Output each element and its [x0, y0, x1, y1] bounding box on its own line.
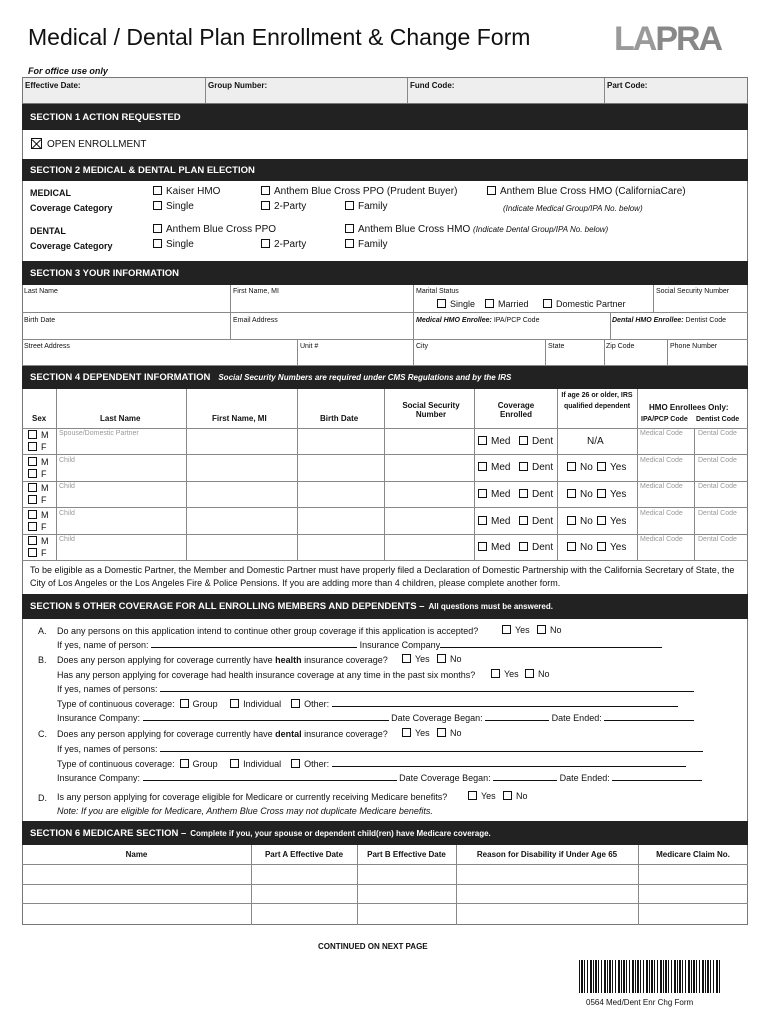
- q-a-label: A.: [38, 626, 47, 636]
- med-code-field[interactable]: Medical Code: [640, 457, 683, 464]
- ssn-field[interactable]: Social Security Number: [656, 288, 730, 295]
- q-c-no[interactable]: No: [437, 728, 462, 738]
- col-coverage: Coverage Enrolled: [497, 401, 535, 419]
- dental-label: DENTAL: [30, 226, 66, 236]
- q-b-insurance-row[interactable]: Insurance Company: Date Coverage Began: Date Ended:: [57, 713, 694, 723]
- first-name-field[interactable]: First Name, MI: [233, 288, 279, 295]
- cov-med-option[interactable]: Med: [478, 516, 510, 527]
- row-type-label: Child: [59, 536, 75, 543]
- cov-dent-option[interactable]: Dent: [519, 462, 553, 473]
- cov-med-option[interactable]: Med: [478, 542, 510, 553]
- medical-family-option[interactable]: Family: [345, 201, 387, 212]
- effective-date-field[interactable]: Effective Date:: [25, 81, 81, 90]
- street-address-field[interactable]: Street Address: [24, 343, 70, 350]
- cov-dent-option[interactable]: Dent: [519, 516, 553, 527]
- kaiser-option[interactable]: Kaiser HMO: [153, 186, 220, 197]
- q-c-indiv-cb[interactable]: [230, 759, 239, 768]
- q-d-note: Note: If you are eligible for Medicare, Anthem Blue Cross may not duplicate Medicare benefits.: [57, 806, 433, 816]
- cov-med-option[interactable]: Med: [478, 462, 510, 473]
- section3-header: SECTION 3 YOUR INFORMATION: [22, 261, 748, 285]
- q-b-no[interactable]: No: [437, 654, 462, 664]
- row-type-label: Spouse/Domestic Partner: [59, 430, 139, 437]
- q-d-yes[interactable]: Yes: [468, 791, 496, 801]
- phone-field[interactable]: Phone Number: [670, 343, 718, 350]
- col-medicare-name: Name: [125, 850, 148, 859]
- part-code-field[interactable]: Part Code:: [607, 81, 648, 90]
- q-c-insurance-row[interactable]: Insurance Company: Date Coverage Began: Date Ended:: [57, 773, 702, 783]
- med-code-field[interactable]: Medical Code: [640, 536, 683, 543]
- medical-coverage-label: Coverage Category: [30, 203, 113, 213]
- sex-f-option[interactable]: F: [28, 548, 47, 558]
- q-b2-text: Has any person applying for coverage had health insurance coverage at any time in the past six months?: [57, 670, 476, 680]
- last-name-field[interactable]: Last Name: [24, 288, 58, 295]
- col-reason: Reason for Disability if Under Age 65: [476, 850, 618, 859]
- medical-label: MEDICAL: [30, 188, 71, 198]
- sex-m-option[interactable]: M: [28, 483, 49, 493]
- zip-field[interactable]: Zip Code: [606, 343, 635, 350]
- section6-header: SECTION 6 MEDICARE SECTION – Complete if you, your spouse or dependent child(ren) have Medicare coverage.: [22, 821, 748, 845]
- sex-m-option[interactable]: M: [28, 457, 49, 467]
- fund-code-field[interactable]: Fund Code:: [410, 81, 455, 90]
- q-d-no[interactable]: No: [503, 791, 528, 801]
- cov-med-option[interactable]: Med: [478, 489, 510, 500]
- q-b-names-field[interactable]: If yes, names of persons:: [57, 684, 694, 694]
- dental-hmo-dentist-field[interactable]: Dental HMO Enrollee: Dentist Code: [612, 317, 726, 324]
- group-number-field[interactable]: Group Number:: [208, 81, 268, 90]
- email-field[interactable]: Email Address: [233, 317, 278, 324]
- medical-single-option[interactable]: Single: [153, 201, 194, 212]
- dental-coverage-label: Coverage Category: [30, 241, 113, 251]
- cov-dent-option[interactable]: Dent: [519, 489, 553, 500]
- col-claim: Medicare Claim No.: [656, 850, 730, 859]
- q-d-text: Is any person applying for coverage eligible for Medicare or currently receiving Medicare benefits?: [57, 792, 448, 802]
- state-field[interactable]: State: [548, 343, 565, 350]
- q-c-names-field[interactable]: If yes, names of persons:: [57, 744, 703, 754]
- q-a-person-field[interactable]: If yes, name of person: Insurance Company: [57, 640, 662, 650]
- age26-no-option[interactable]: No: [567, 542, 593, 553]
- dent-code-field[interactable]: Dental Code: [698, 510, 737, 517]
- office-use-label: For office use only: [28, 66, 108, 76]
- barcode-icon: [579, 960, 721, 993]
- checked-box-icon[interactable]: [31, 138, 42, 149]
- cov-med-option[interactable]: Med: [478, 436, 510, 447]
- row-type-label: Child: [59, 510, 75, 517]
- unit-field[interactable]: Unit #: [300, 343, 319, 350]
- med-code-field[interactable]: Medical Code: [640, 430, 683, 437]
- marital-dp-option[interactable]: Domestic Partner: [543, 299, 626, 309]
- domestic-partner-note: To be eligible as a Domestic Partner, the Member and Domestic Partner must have properly filed a Declaration of Domestic Partnership with the California Secretary of State, the City of Los Angeles or the Los Angeles Fire & Police Pensions. If you are adding more than 4 children, please complete another form.: [30, 565, 735, 588]
- sex-m-option[interactable]: M: [28, 430, 49, 440]
- age26-yes-option[interactable]: Yes: [597, 462, 626, 473]
- california-care-option[interactable]: Anthem Blue Cross HMO (CaliforniaCare): [487, 186, 686, 197]
- form-number: 0564 Med/Dent Enr Chg Form: [586, 998, 694, 1007]
- q-a-no[interactable]: No: [537, 625, 562, 635]
- q-c-text: Does any person applying for coverage currently have dental insurance coverage?: [57, 729, 388, 739]
- age26-no-option[interactable]: No: [567, 516, 593, 527]
- sex-f-option[interactable]: F: [28, 469, 47, 479]
- marital-married-option[interactable]: Married: [485, 299, 529, 309]
- col-ssn: Social Security Number: [402, 401, 460, 419]
- sex-f-option[interactable]: F: [28, 442, 47, 452]
- marital-single-option[interactable]: Single: [437, 299, 475, 309]
- continued-note: CONTINUED ON NEXT PAGE: [318, 942, 428, 951]
- q-a-text: Do any persons on this application intend to continue other group coverage if this application is accepted?: [57, 626, 479, 636]
- q-c-label: C.: [38, 729, 47, 739]
- q-b2-yes[interactable]: Yes: [491, 669, 519, 679]
- q-b-indiv-cb[interactable]: [230, 699, 239, 708]
- open-enrollment-option[interactable]: OPEN ENROLLMENT: [31, 138, 146, 150]
- abc-ppo-option[interactable]: Anthem Blue Cross PPO: [153, 224, 276, 235]
- sex-m-option[interactable]: M: [28, 510, 49, 520]
- sex-f-option[interactable]: F: [28, 522, 47, 532]
- q-b-group-cb[interactable]: [180, 699, 189, 708]
- medical-note: (Indicate Medical Group/IPA No. below): [503, 204, 643, 213]
- q-c-yes[interactable]: Yes: [402, 728, 430, 738]
- q-b-text: Does any person applying for coverage currently have health insurance coverage?: [57, 655, 388, 665]
- q-c-type-row: Type of continuous coverage: Group Individual Other:: [57, 759, 686, 769]
- q-c-other-cb[interactable]: [291, 759, 300, 768]
- office-use-row: [22, 77, 748, 104]
- med-code-field[interactable]: Medical Code: [640, 483, 683, 490]
- marital-status-label: Marital Status: [416, 288, 459, 295]
- cov-dent-option[interactable]: Dent: [519, 436, 553, 447]
- sex-f-option[interactable]: F: [28, 495, 47, 505]
- abc-hmo-option[interactable]: Anthem Blue Cross HMO (Indicate Dental Group/IPA No. below): [345, 224, 608, 235]
- col-dentist: Dentist Code: [696, 416, 740, 423]
- age26-yes-option[interactable]: Yes: [597, 542, 626, 553]
- prudent-buyer-option[interactable]: Anthem Blue Cross PPO (Prudent Buyer): [261, 186, 457, 197]
- dental-single-option[interactable]: Single: [153, 239, 194, 250]
- sex-m-option[interactable]: M: [28, 536, 49, 546]
- age26-na: N/A: [587, 436, 604, 447]
- medical-hmo-ipa-field[interactable]: Medical HMO Enrollee: IPA/PCP Code: [416, 317, 540, 324]
- q-d-label: D.: [38, 793, 47, 803]
- dent-code-field[interactable]: Dental Code: [698, 457, 737, 464]
- col-hmo: HMO Enrollees Only:: [649, 403, 729, 412]
- dent-code-field[interactable]: Dental Code: [698, 536, 737, 543]
- q-c-group-cb[interactable]: [180, 759, 189, 768]
- dental-family-option[interactable]: Family: [345, 239, 387, 250]
- age26-no-option[interactable]: No: [567, 462, 593, 473]
- page-title: Medical / Dental Plan Enrollment & Change Form: [28, 24, 531, 50]
- col-last-name: Last Name: [100, 414, 141, 423]
- med-code-field[interactable]: Medical Code: [640, 510, 683, 517]
- section4-header: SECTION 4 DEPENDENT INFORMATION Social Security Numbers are required under CMS Regulations and by the IRS: [22, 366, 748, 389]
- birth-date-field[interactable]: Birth Date: [24, 317, 56, 324]
- section2-header: SECTION 2 MEDICAL & DENTAL PLAN ELECTION: [22, 159, 748, 181]
- col-sex: Sex: [32, 414, 47, 423]
- section5-header: SECTION 5 OTHER COVERAGE FOR ALL ENROLLING MEMBERS AND DEPENDENTS – All questions must be answered.: [22, 594, 748, 619]
- q-b2-no[interactable]: No: [525, 669, 550, 679]
- col-ipa: IPA/PCP Code: [641, 416, 688, 423]
- col-first-name: First Name, MI: [212, 414, 267, 423]
- section1-header: SECTION 1 ACTION REQUESTED: [22, 104, 748, 130]
- q-b-yes[interactable]: Yes: [402, 654, 430, 664]
- dent-code-field[interactable]: Dental Code: [698, 483, 737, 490]
- cov-dent-option[interactable]: Dent: [519, 542, 553, 553]
- col-part-b: Part B Effective Date: [367, 850, 446, 859]
- lapra-logo: LAPRA: [614, 20, 722, 58]
- q-a-yes[interactable]: Yes: [502, 625, 530, 635]
- col-age26: If age 26 or older, IRS qualified dependent: [561, 392, 633, 410]
- city-field[interactable]: City: [416, 343, 429, 350]
- row-type-label: Child: [59, 457, 75, 464]
- row-type-label: Child: [59, 483, 75, 490]
- dent-code-field[interactable]: Dental Code: [698, 430, 737, 437]
- age26-yes-option[interactable]: Yes: [597, 489, 626, 500]
- dental-2party-option[interactable]: 2-Party: [261, 239, 306, 250]
- age26-no-option[interactable]: No: [567, 489, 593, 500]
- age26-yes-option[interactable]: Yes: [597, 516, 626, 527]
- col-birth-date: Birth Date: [320, 414, 359, 423]
- q-b-label: B.: [38, 655, 47, 665]
- q-b-other-cb[interactable]: [291, 699, 300, 708]
- q-b-type-row: Type of continuous coverage: Group Individual Other:: [57, 699, 678, 709]
- medical-2party-option[interactable]: 2-Party: [261, 201, 306, 212]
- col-part-a: Part A Effective Date: [264, 850, 344, 859]
